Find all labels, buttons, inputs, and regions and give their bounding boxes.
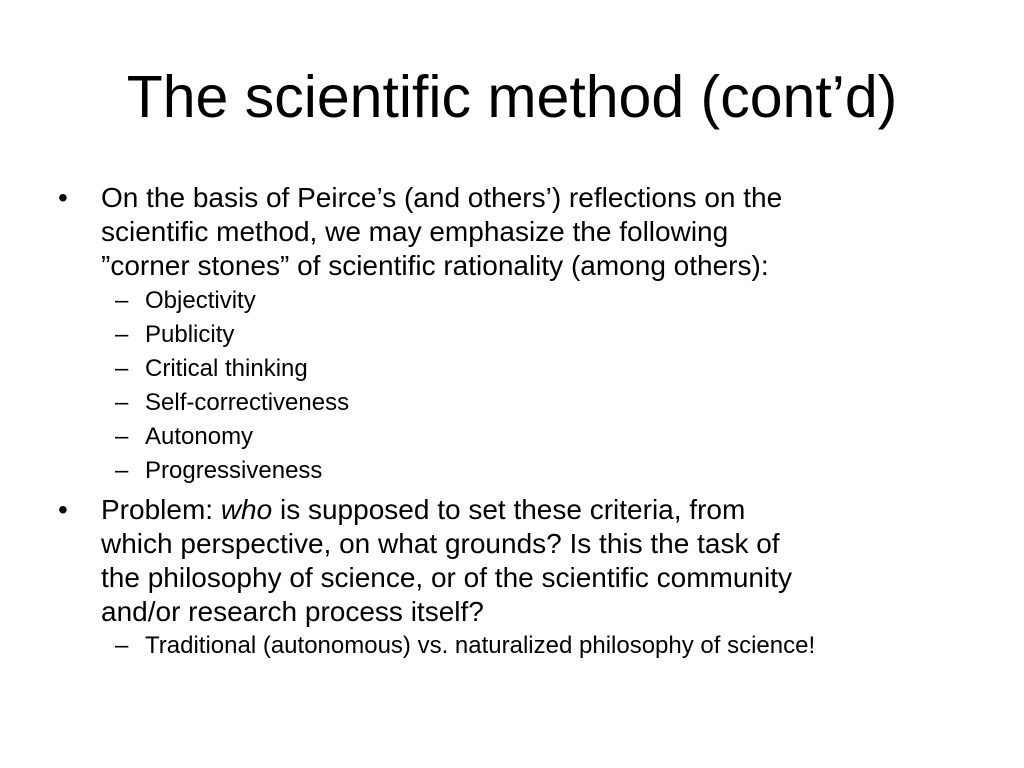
sub-marker: –	[115, 321, 129, 348]
sub-item-label: Objectivity	[145, 287, 256, 314]
bullet-marker: •	[58, 494, 68, 525]
sub-marker: –	[115, 457, 129, 484]
bullet-line: and/or research process itself?	[101, 596, 484, 627]
bullet-line: On the basis of Peirce’s (and others’) reflections on the	[101, 182, 783, 213]
sub-marker: –	[115, 423, 129, 450]
sub-item-label: Traditional (autonomous) vs. naturalized philosophy of science!	[145, 632, 816, 659]
bullet-marker: •	[58, 182, 68, 213]
sub-marker: –	[115, 632, 129, 659]
bullet-line-prefix: Problem:	[101, 494, 221, 525]
bullet-line: the philosophy of science, or of the scientific community	[101, 562, 793, 593]
bullet-line: scientific method, we may emphasize the following	[101, 216, 729, 247]
emphasis-text: who	[220, 494, 273, 525]
sub-item-label: Self-correctiveness	[145, 389, 350, 416]
sub-marker: –	[115, 355, 129, 382]
slide-title: The scientific method (cont’d)	[126, 64, 898, 130]
sub-item-label: Progressiveness	[145, 457, 323, 484]
sub-marker: –	[115, 389, 129, 416]
sub-item-label: Autonomy	[145, 423, 254, 450]
sub-marker: –	[115, 287, 129, 314]
bullet-line-suffix: is supposed to set these criteria, from	[272, 494, 746, 525]
bullet-text	[101, 493, 981, 629]
bullet-line: which perspective, on what grounds? Is this the task of	[101, 528, 780, 559]
bullet-line	[101, 493, 981, 527]
sub-item-label: Critical thinking	[145, 355, 308, 382]
bullet-text	[101, 181, 981, 283]
sub-item-label: Publicity	[145, 321, 235, 348]
bullet-line: ”corner stones” of scientific rationality (among others):	[101, 250, 769, 281]
